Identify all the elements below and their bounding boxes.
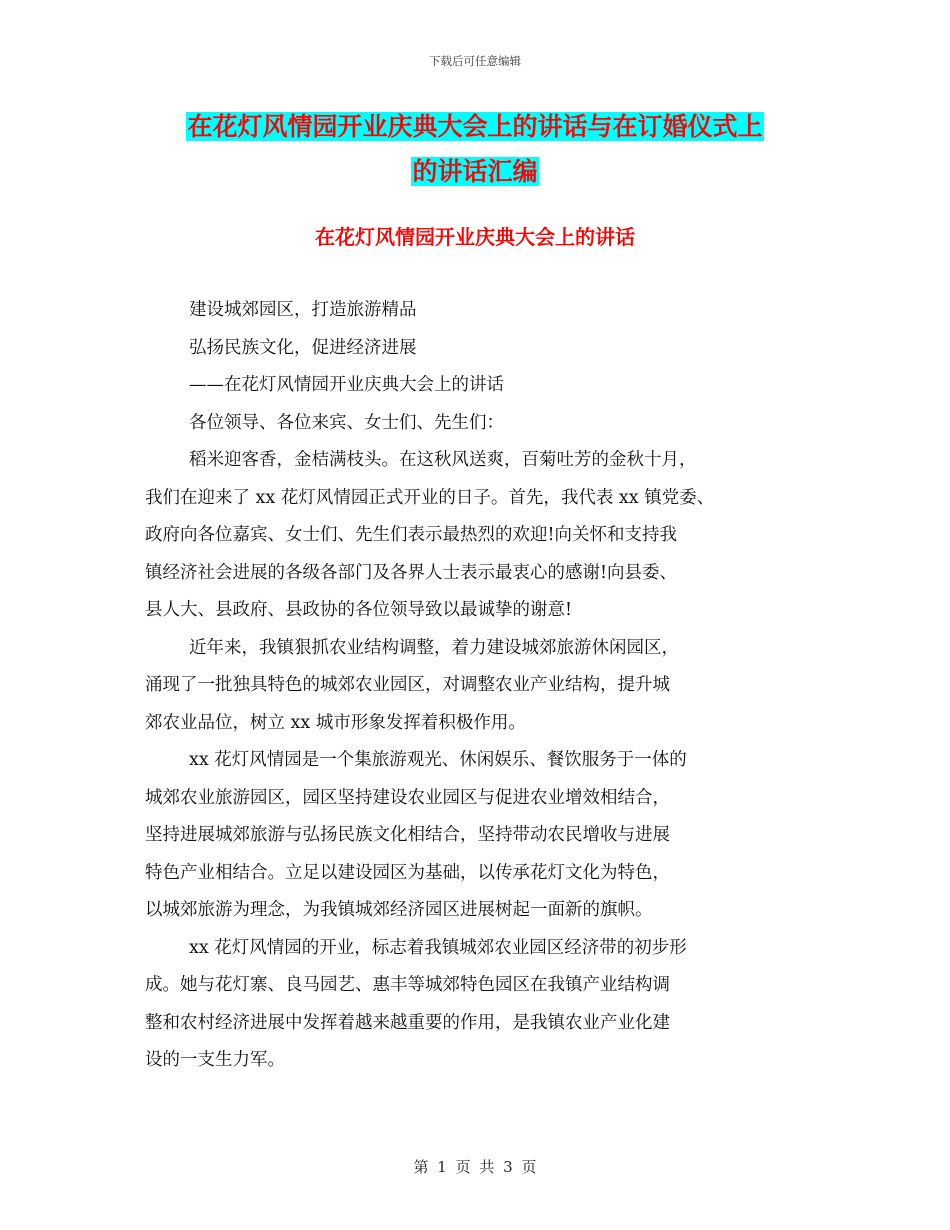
text-line: 各位领导、各位来宾、女士们、先生们： — [189, 412, 504, 433]
text-line: 弘扬民族文化，促进经济进展 — [189, 337, 417, 358]
text-line: 县人大、县政府、县政协的各位领导致以最诚挚的谢意! — [145, 600, 573, 620]
title-line-1: 在花灯风情园开业庆典大会上的讲话与在订婚仪式上 — [187, 112, 763, 141]
section-title: 在花灯风情园开业庆典大会上的讲话 — [315, 225, 635, 249]
page-footer: 第 1 页 共 3 页 — [413, 1158, 537, 1176]
text-line: 特色产业相结合。立足以建设园区为基础，以传承花灯文化为特色， — [145, 862, 670, 883]
text-line: 政府向各位嘉宾、女士们、先生们表示最热烈的欢迎!向关怀和支持我 — [145, 525, 678, 545]
text-line: 成。她与花灯寨、良马园艺、惠丰等城郊特色园区在我镇产业结构调 — [145, 975, 670, 995]
text-line: xx 花灯风情园的开业，标志着我镇城郊农业园区经济带的初步形 — [189, 937, 687, 958]
text-line: 设的一支生力军。 — [145, 1050, 285, 1070]
page-header: 下载后可任意编辑 — [429, 54, 521, 68]
title-line-2: 的讲话汇编 — [412, 157, 538, 186]
text-line: 郊农业品位，树立 xx 城市形象发挥着积极作用。 — [145, 712, 526, 733]
document-title — [0, 104, 950, 194]
text-line: 我们在迎来了 xx 花灯风情园正式开业的日子。首先，我代表 xx 镇党委、 — [145, 487, 715, 508]
text-line: 涌现了一批独具特色的城郊农业园区，对调整农业产业结构，提升城 — [145, 675, 670, 695]
text-line: xx 花灯风情园是一个集旅游观光、休闲娱乐、餐饮服务于一体的 — [189, 750, 687, 770]
text-line: 整和农村经济进展中发挥着越来越重要的作用，是我镇农业产业化建 — [145, 1012, 670, 1033]
text-line: 坚持进展城郊旅游与弘扬民族文化相结合，坚持带动农民增收与进展 — [145, 825, 670, 845]
text-line: 镇经济社会进展的各级各部门及各界人士表示最衷心的感谢!向县委、 — [145, 562, 678, 583]
text-line: 稻米迎客香，金桔满枝头。在这秋风送爽，百菊吐芳的金秋十月， — [189, 450, 697, 470]
text-line: 以城郊旅游为理念，为我镇城郊经济园区进展树起一面新的旗帜。 — [145, 900, 653, 920]
text-line: 城郊农业旅游园区，园区坚持建设农业园区与促进农业增效相结合， — [145, 787, 670, 808]
speech-body — [145, 292, 845, 1080]
text-line: ——在花灯风情园开业庆典大会上的讲话 — [189, 375, 504, 395]
text-line: 近年来，我镇狠抓农业结构调整，着力建设城郊旅游休闲园区， — [189, 637, 679, 658]
text-line: 建设城郊园区，打造旅游精品 — [189, 300, 417, 320]
